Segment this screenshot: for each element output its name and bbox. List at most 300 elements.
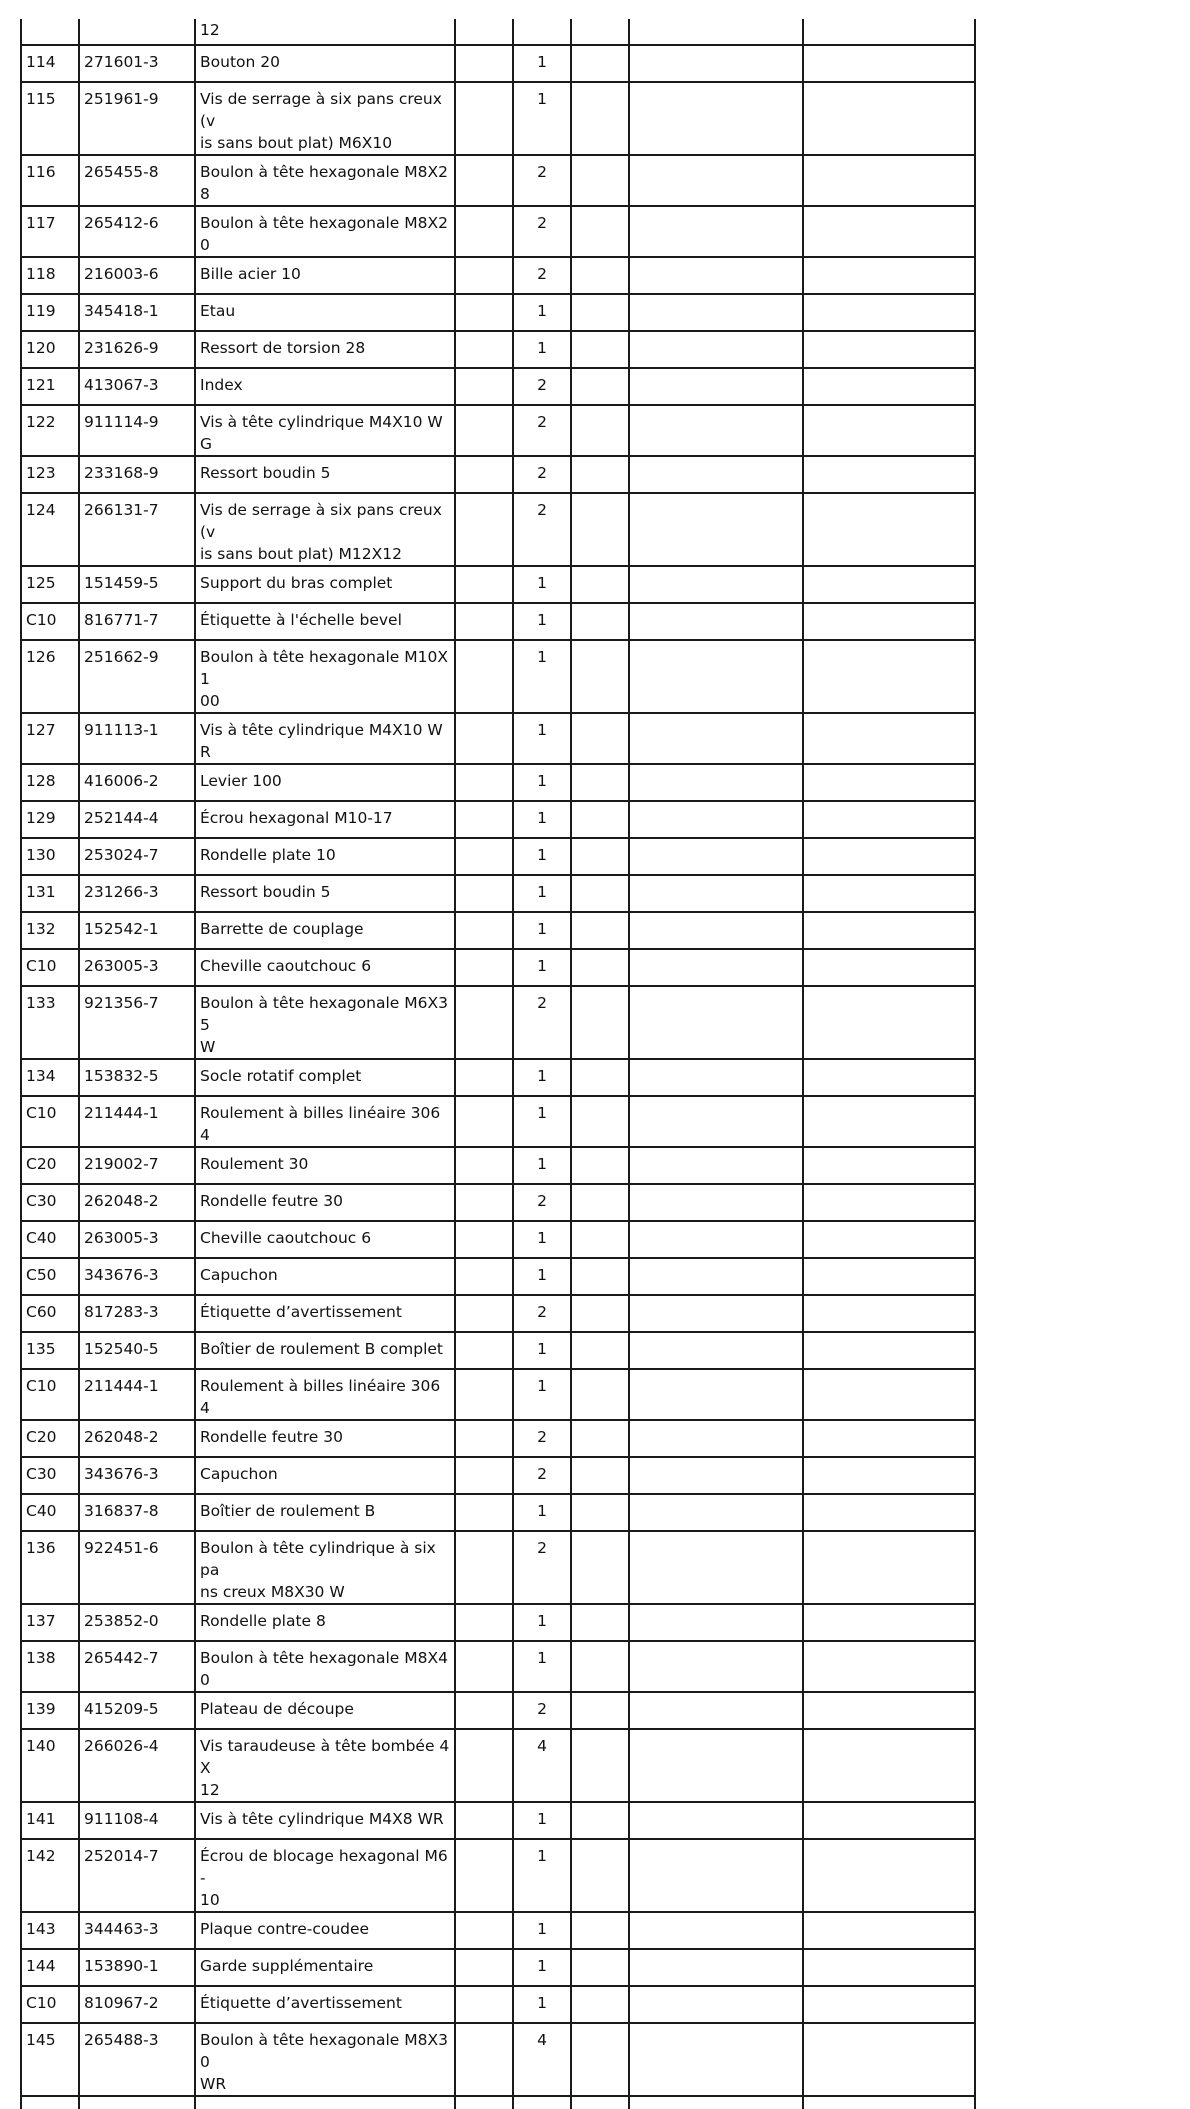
part-number-cell: 153890-1	[79, 1949, 195, 1986]
empty-cell	[455, 1494, 513, 1531]
description-cell: Vis à tête cylindrique M4X10 WG	[195, 405, 455, 456]
empty-cell	[629, 764, 803, 801]
item-number-cell: 124	[21, 493, 79, 566]
description-cell: Écrou hexagonal M10-17	[195, 801, 455, 838]
quantity-cell: 1	[513, 1221, 571, 1258]
empty-cell	[629, 405, 803, 456]
empty-cell	[455, 566, 513, 603]
empty-cell	[803, 1184, 975, 1221]
empty-cell	[629, 1332, 803, 1369]
table-row	[21, 368, 975, 405]
empty-cell	[803, 155, 975, 206]
table-row	[21, 294, 975, 331]
table-row	[21, 1604, 975, 1641]
empty-cell	[455, 1332, 513, 1369]
empty-cell	[455, 456, 513, 493]
table-row	[21, 1457, 975, 1494]
empty-cell	[455, 2023, 513, 2096]
empty-cell	[629, 1986, 803, 2023]
part-number-cell: 271601-3	[79, 45, 195, 82]
empty-cell	[803, 206, 975, 257]
item-number-cell: C10	[21, 1096, 79, 1147]
empty-cell	[803, 912, 975, 949]
empty-cell	[195, 2096, 455, 2109]
table-row	[21, 2023, 975, 2096]
table-row	[21, 155, 975, 206]
empty-cell	[629, 1147, 803, 1184]
quantity-cell: 2	[513, 155, 571, 206]
table-row	[21, 1802, 975, 1839]
table-row	[21, 1729, 975, 1802]
item-number-cell	[21, 19, 79, 45]
empty-cell	[571, 206, 629, 257]
part-number-cell: 253024-7	[79, 838, 195, 875]
item-number-cell: 129	[21, 801, 79, 838]
empty-cell	[629, 45, 803, 82]
empty-cell	[803, 1059, 975, 1096]
empty-cell	[629, 1839, 803, 1912]
empty-cell	[455, 1912, 513, 1949]
empty-cell	[803, 603, 975, 640]
quantity-cell: 1	[513, 1839, 571, 1912]
table-row	[21, 1295, 975, 1332]
quantity-cell: 1	[513, 566, 571, 603]
part-number-cell: 345418-1	[79, 294, 195, 331]
part-number-cell: 152542-1	[79, 912, 195, 949]
empty-cell	[629, 1221, 803, 1258]
part-number-cell: 316837-8	[79, 1494, 195, 1531]
item-number-cell: C40	[21, 1494, 79, 1531]
empty-cell	[629, 801, 803, 838]
empty-cell	[629, 1912, 803, 1949]
description-cell: Socle rotatif complet	[195, 1059, 455, 1096]
part-number-cell: 152540-5	[79, 1332, 195, 1369]
empty-cell	[455, 1531, 513, 1604]
table-row	[21, 1096, 975, 1147]
empty-cell	[803, 368, 975, 405]
empty-cell	[455, 206, 513, 257]
table-row	[21, 1839, 975, 1912]
quantity-cell: 1	[513, 294, 571, 331]
description-cell: Étiquette à l'échelle bevel	[195, 603, 455, 640]
part-number-cell: 817283-3	[79, 1295, 195, 1332]
table-row	[21, 1184, 975, 1221]
table-row	[21, 405, 975, 456]
quantity-cell: 1	[513, 603, 571, 640]
item-number-cell: 134	[21, 1059, 79, 1096]
description-cell: Capuchon	[195, 1457, 455, 1494]
part-number-cell: 343676-3	[79, 1457, 195, 1494]
quantity-cell: 4	[513, 1729, 571, 1802]
empty-cell	[803, 1332, 975, 1369]
empty-cell	[571, 1729, 629, 1802]
quantity-cell: 2	[513, 986, 571, 1059]
empty-cell	[571, 949, 629, 986]
quantity-cell: 2	[513, 405, 571, 456]
item-number-cell: 133	[21, 986, 79, 1059]
empty-cell	[629, 82, 803, 155]
empty-cell	[455, 257, 513, 294]
item-number-cell: 145	[21, 2023, 79, 2096]
empty-cell	[571, 331, 629, 368]
empty-cell	[629, 1369, 803, 1420]
quantity-cell: 1	[513, 1059, 571, 1096]
empty-cell	[571, 1531, 629, 1604]
empty-cell	[571, 368, 629, 405]
part-number-cell: 413067-3	[79, 368, 195, 405]
empty-cell	[629, 368, 803, 405]
empty-cell	[629, 2096, 803, 2109]
empty-cell	[571, 713, 629, 764]
quantity-cell: 1	[513, 713, 571, 764]
description-cell: Rondelle plate 10	[195, 838, 455, 875]
empty-cell	[803, 1147, 975, 1184]
item-number-cell: 141	[21, 1802, 79, 1839]
empty-cell	[629, 1692, 803, 1729]
table-row	[21, 1258, 975, 1295]
empty-cell	[571, 838, 629, 875]
item-number-cell: 120	[21, 331, 79, 368]
empty-cell	[629, 875, 803, 912]
item-number-cell: 140	[21, 1729, 79, 1802]
empty-cell	[455, 405, 513, 456]
quantity-cell: 1	[513, 1912, 571, 1949]
empty-cell	[629, 1059, 803, 1096]
empty-cell	[571, 45, 629, 82]
part-number-cell: 344463-3	[79, 1912, 195, 1949]
item-number-cell: C10	[21, 1986, 79, 2023]
empty-cell	[571, 1802, 629, 1839]
part-number-cell: 231266-3	[79, 875, 195, 912]
table-row	[21, 206, 975, 257]
empty-cell	[629, 19, 803, 45]
empty-cell	[629, 1295, 803, 1332]
empty-cell	[571, 912, 629, 949]
item-number-cell: C20	[21, 1147, 79, 1184]
empty-cell	[571, 1295, 629, 1332]
empty-cell	[571, 1147, 629, 1184]
table-row	[21, 801, 975, 838]
empty-cell	[629, 1457, 803, 1494]
part-number-cell: 911114-9	[79, 405, 195, 456]
empty-cell	[455, 1802, 513, 1839]
description-cell: Boulon à tête cylindrique à six pa ns creux M8X30 W	[195, 1531, 455, 1604]
quantity-cell: 2	[513, 456, 571, 493]
quantity-cell: 1	[513, 875, 571, 912]
description-cell: Ressort de torsion 28	[195, 331, 455, 368]
empty-cell	[629, 912, 803, 949]
empty-cell	[803, 875, 975, 912]
empty-cell	[571, 986, 629, 1059]
part-number-cell: 231626-9	[79, 331, 195, 368]
empty-cell	[455, 764, 513, 801]
table-row	[21, 1494, 975, 1531]
empty-cell	[455, 19, 513, 45]
empty-cell	[629, 1258, 803, 1295]
description-cell: Bouton 20	[195, 45, 455, 82]
empty-cell	[571, 640, 629, 713]
empty-cell	[455, 1258, 513, 1295]
part-number-cell: 251961-9	[79, 82, 195, 155]
empty-cell	[629, 1729, 803, 1802]
empty-cell	[21, 2096, 79, 2109]
quantity-cell: 4	[513, 2023, 571, 2096]
empty-cell	[455, 713, 513, 764]
quantity-cell: 1	[513, 1369, 571, 1420]
quantity-cell: 1	[513, 1802, 571, 1839]
table-row	[21, 1692, 975, 1729]
table-row	[21, 566, 975, 603]
quantity-cell: 2	[513, 1295, 571, 1332]
empty-cell	[571, 603, 629, 640]
empty-cell	[571, 1184, 629, 1221]
table-row	[21, 1059, 975, 1096]
item-number-cell: 130	[21, 838, 79, 875]
empty-cell	[455, 1059, 513, 1096]
empty-cell	[803, 1912, 975, 1949]
empty-cell	[629, 1802, 803, 1839]
empty-cell	[571, 566, 629, 603]
empty-cell	[803, 713, 975, 764]
table-row	[21, 1912, 975, 1949]
quantity-cell: 2	[513, 493, 571, 566]
empty-cell	[803, 949, 975, 986]
item-number-cell: C30	[21, 1457, 79, 1494]
part-number-cell: 211444-1	[79, 1369, 195, 1420]
description-cell: Boulon à tête hexagonale M8X30 WR	[195, 2023, 455, 2096]
item-number-cell: C20	[21, 1420, 79, 1457]
empty-cell	[629, 1641, 803, 1692]
table-row	[21, 82, 975, 155]
empty-cell	[803, 1369, 975, 1420]
table-row	[21, 1369, 975, 1420]
part-number-cell: 416006-2	[79, 764, 195, 801]
quantity-cell: 1	[513, 1949, 571, 1986]
part-number-cell: 816771-7	[79, 603, 195, 640]
table-row	[21, 640, 975, 713]
item-number-cell: 128	[21, 764, 79, 801]
part-number-cell: 911113-1	[79, 713, 195, 764]
part-number-cell: 251662-9	[79, 640, 195, 713]
item-number-cell: C10	[21, 1369, 79, 1420]
empty-cell	[571, 1912, 629, 1949]
part-number-cell: 922451-6	[79, 1531, 195, 1604]
empty-cell	[571, 1369, 629, 1420]
empty-cell	[803, 257, 975, 294]
empty-cell	[455, 640, 513, 713]
empty-cell	[803, 566, 975, 603]
continuation-row	[21, 2096, 975, 2109]
part-number-cell: 219002-7	[79, 1147, 195, 1184]
empty-cell	[455, 2096, 513, 2109]
empty-cell	[571, 1059, 629, 1096]
quantity-cell: 1	[513, 1147, 571, 1184]
table-row	[21, 1641, 975, 1692]
part-number-cell: 343676-3	[79, 1258, 195, 1295]
empty-cell	[455, 1096, 513, 1147]
empty-cell	[455, 294, 513, 331]
item-number-cell: C60	[21, 1295, 79, 1332]
empty-cell	[455, 875, 513, 912]
empty-cell	[803, 19, 975, 45]
empty-cell	[571, 1096, 629, 1147]
empty-cell	[571, 1332, 629, 1369]
empty-cell	[803, 801, 975, 838]
part-number-cell: 233168-9	[79, 456, 195, 493]
part-number-cell: 253852-0	[79, 1604, 195, 1641]
item-number-cell: 115	[21, 82, 79, 155]
empty-cell	[455, 1295, 513, 1332]
quantity-cell: 1	[513, 949, 571, 986]
part-number-cell: 211444-1	[79, 1096, 195, 1147]
empty-cell	[455, 838, 513, 875]
empty-cell	[629, 456, 803, 493]
table-row	[21, 1221, 975, 1258]
part-number-cell: 810967-2	[79, 1986, 195, 2023]
empty-cell	[455, 1184, 513, 1221]
description-cell: 12	[195, 19, 455, 45]
empty-cell	[571, 1949, 629, 1986]
empty-cell	[803, 1096, 975, 1147]
empty-cell	[629, 1949, 803, 1986]
empty-cell	[455, 949, 513, 986]
description-cell: Vis taraudeuse à tête bombée 4X 12	[195, 1729, 455, 1802]
empty-cell	[571, 19, 629, 45]
empty-cell	[455, 1147, 513, 1184]
table-row	[21, 986, 975, 1059]
quantity-cell: 1	[513, 801, 571, 838]
description-cell: Garde supplémentaire	[195, 1949, 455, 1986]
empty-cell	[803, 1949, 975, 1986]
table-row	[21, 1986, 975, 2023]
empty-cell	[571, 155, 629, 206]
description-cell: Boulon à tête hexagonale M8X28	[195, 155, 455, 206]
empty-cell	[803, 1729, 975, 1802]
table-row	[21, 838, 975, 875]
empty-cell	[455, 1949, 513, 1986]
empty-cell	[629, 1494, 803, 1531]
empty-cell	[629, 155, 803, 206]
empty-cell	[571, 764, 629, 801]
empty-cell	[571, 1420, 629, 1457]
description-cell: Ressort boudin 5	[195, 875, 455, 912]
quantity-cell: 1	[513, 764, 571, 801]
empty-cell	[803, 405, 975, 456]
part-number-cell: 265412-6	[79, 206, 195, 257]
part-number-cell: 262048-2	[79, 1420, 195, 1457]
part-number-cell: 252014-7	[79, 1839, 195, 1912]
empty-cell	[571, 1839, 629, 1912]
quantity-cell: 1	[513, 1096, 571, 1147]
item-number-cell: 125	[21, 566, 79, 603]
quantity-cell: 1	[513, 640, 571, 713]
empty-cell	[629, 986, 803, 1059]
empty-cell	[455, 1457, 513, 1494]
empty-cell	[571, 294, 629, 331]
part-number-cell: 263005-3	[79, 949, 195, 986]
empty-cell	[803, 1295, 975, 1332]
description-cell: Boulon à tête hexagonale M10X1 00	[195, 640, 455, 713]
description-cell: Écrou de blocage hexagonal M6- 10	[195, 1839, 455, 1912]
empty-cell	[803, 1531, 975, 1604]
empty-cell	[629, 949, 803, 986]
item-number-cell: 138	[21, 1641, 79, 1692]
empty-cell	[803, 45, 975, 82]
empty-cell	[571, 1692, 629, 1729]
empty-cell	[629, 2023, 803, 2096]
description-cell: Étiquette d’avertissement	[195, 1986, 455, 2023]
empty-cell	[455, 986, 513, 1059]
quantity-cell: 2	[513, 1184, 571, 1221]
parts-table-body	[21, 19, 975, 2109]
description-cell: Capuchon	[195, 1258, 455, 1295]
empty-cell	[455, 493, 513, 566]
item-number-cell: C30	[21, 1184, 79, 1221]
empty-cell	[455, 1839, 513, 1912]
item-number-cell: C50	[21, 1258, 79, 1295]
item-number-cell: C40	[21, 1221, 79, 1258]
empty-cell	[455, 1369, 513, 1420]
quantity-cell: 2	[513, 1420, 571, 1457]
empty-cell	[571, 456, 629, 493]
description-cell: Etau	[195, 294, 455, 331]
item-number-cell: 123	[21, 456, 79, 493]
quantity-cell: 1	[513, 1604, 571, 1641]
empty-cell	[455, 368, 513, 405]
quantity-cell: 2	[513, 1531, 571, 1604]
item-number-cell: 142	[21, 1839, 79, 1912]
quantity-cell: 1	[513, 838, 571, 875]
empty-cell	[803, 1986, 975, 2023]
empty-cell	[629, 713, 803, 764]
empty-cell	[803, 1420, 975, 1457]
part-number-cell: 216003-6	[79, 257, 195, 294]
empty-cell	[455, 82, 513, 155]
empty-cell	[455, 603, 513, 640]
item-number-cell: C10	[21, 603, 79, 640]
empty-cell	[803, 1692, 975, 1729]
empty-cell	[803, 2096, 975, 2109]
description-cell: Cheville caoutchouc 6	[195, 949, 455, 986]
item-number-cell: 121	[21, 368, 79, 405]
description-cell: Boulon à tête hexagonale M8X20	[195, 206, 455, 257]
description-cell: Rondelle feutre 30	[195, 1184, 455, 1221]
description-cell: Vis à tête cylindrique M4X8 WR	[195, 1802, 455, 1839]
empty-cell	[571, 2096, 629, 2109]
description-cell: Vis à tête cylindrique M4X10 WR	[195, 713, 455, 764]
empty-cell	[571, 257, 629, 294]
item-number-cell: 139	[21, 1692, 79, 1729]
empty-cell	[803, 493, 975, 566]
empty-cell	[571, 1641, 629, 1692]
empty-cell	[455, 155, 513, 206]
part-number-cell: 265442-7	[79, 1641, 195, 1692]
part-number-cell: 265455-8	[79, 155, 195, 206]
empty-cell	[803, 82, 975, 155]
empty-cell	[455, 1692, 513, 1729]
part-number-cell: 415209-5	[79, 1692, 195, 1729]
quantity-cell: 2	[513, 1692, 571, 1729]
empty-cell	[803, 640, 975, 713]
empty-cell	[571, 1494, 629, 1531]
table-row	[21, 764, 975, 801]
empty-cell	[629, 1096, 803, 1147]
empty-cell	[803, 1802, 975, 1839]
description-cell: Roulement 30	[195, 1147, 455, 1184]
table-row	[21, 1531, 975, 1604]
description-cell: Cheville caoutchouc 6	[195, 1221, 455, 1258]
empty-cell	[629, 294, 803, 331]
